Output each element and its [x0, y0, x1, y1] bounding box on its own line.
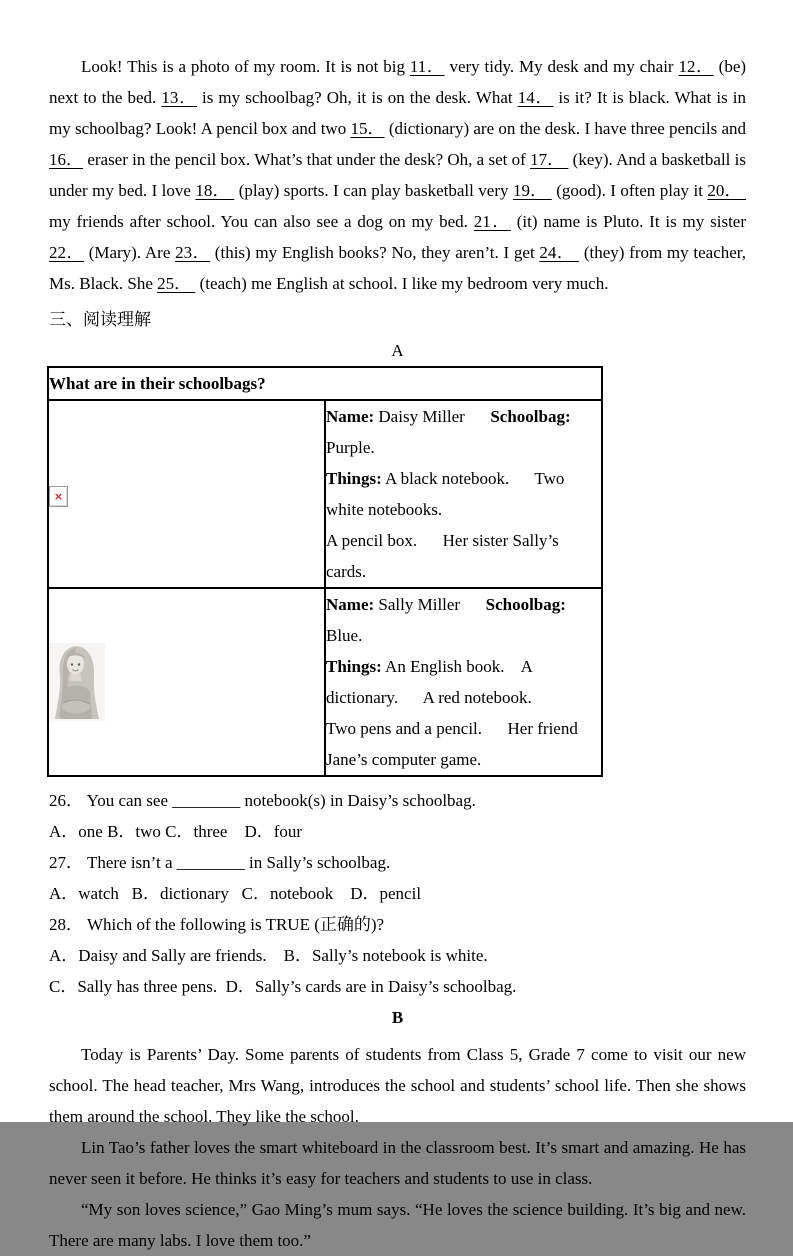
text-segment: Purple.	[326, 407, 575, 457]
text-segment: Sally Miller	[374, 595, 486, 614]
text-segment: A pencil box. Her sister Sally’s cards.	[326, 531, 564, 581]
cloze-blank: 19．	[512, 181, 552, 200]
text-segment: (good). I often play it	[551, 181, 708, 200]
text-segment: very tidy. My desk and my chair	[444, 57, 679, 76]
text-segment: (key). And a basketball is under my bed. I love	[49, 150, 746, 200]
question-28-options-ab: A．Daisy and Sally are friends. B．Sally’s notebook is white.	[49, 946, 488, 965]
text-segment: Name:	[326, 595, 375, 614]
cloze-blank: 16．	[49, 150, 84, 169]
cloze-blank: 21．	[473, 212, 511, 231]
table-title-row	[48, 367, 602, 400]
cloze-blank: 20．	[707, 181, 747, 200]
cloze-blank: 15．	[350, 119, 385, 138]
cloze-blank: 11．	[409, 57, 445, 76]
text-segment: Schoolbag:	[485, 595, 566, 614]
red-x-icon: ×	[53, 489, 64, 503]
schoolbags-table	[47, 366, 603, 777]
text-segment: Two pens and a pencil. Her friend Jane’s computer game.	[326, 719, 583, 769]
question-26-options: A．one B．two C．three D．four	[49, 822, 303, 841]
text-segment: is my schoolbag? Oh, it is on the desk. What	[196, 88, 518, 107]
cloze-blank: 22．	[49, 243, 84, 262]
text-segment: eraser in the pencil box. What’s that under the desk? Oh, a set of	[83, 150, 531, 169]
daisy-image-cell	[48, 400, 325, 588]
text-segment: Look! This is a photo of my room. It is not big	[81, 57, 410, 76]
daisy-name-line	[326, 401, 601, 463]
cloze-blank: 12．	[678, 57, 714, 76]
text-segment: (be) next to the bed.	[49, 57, 747, 107]
part-a-label: A	[391, 341, 404, 360]
sally-things-line-2	[326, 713, 601, 775]
sally-image-cell	[48, 588, 325, 776]
cloze-blank: 13．	[161, 88, 197, 107]
text-segment: (play) sports. I can play basketball very	[234, 181, 513, 200]
question-28: 28． Which of the following is TRUE (正确的)?	[49, 915, 385, 934]
passage-b-paragraph-2: Lin Tao’s father loves the smart whiteboard in the classroom best. It’s smart and amazing. He has never seen it before. He thinks it’s easy for teachers and students to use in class.	[49, 1138, 746, 1188]
sally-name-line	[326, 589, 601, 651]
question-27-options: A．watch B．dictionary C．notebook D．pencil	[49, 884, 422, 903]
text-segment: (teach) me English at school. I like my bedroom very much.	[195, 274, 609, 293]
text-segment: (Mary). Are	[83, 243, 176, 262]
sally-info-cell	[325, 588, 602, 776]
broken-image-icon	[49, 486, 68, 507]
text-segment: my friends after school. You can also see a dog on my bed.	[49, 212, 474, 231]
text-segment: (it) name is Pluto. It is my sister	[510, 212, 747, 231]
text-segment: Name:	[326, 407, 375, 426]
question-27: 27． There isn’t a ________ in Sally’s schoolbag.	[49, 853, 391, 872]
text-segment: A black notebook. Two white notebooks.	[326, 469, 569, 519]
passage-b-paragraph-1: Today is Parents’ Day. Some parents of students from Class 5, Grade 7 come to visit our new school. The head teacher, Mrs Wang, introduces the school and students’ school life. Then she shows them around the school. They like the school.	[49, 1045, 746, 1126]
daisy-things-line	[326, 463, 601, 525]
part-b-label: B	[391, 1008, 404, 1027]
question-28-options-cd: C．Sally has three pens. D．Sally’s cards are in Daisy’s schoolbag.	[49, 977, 517, 996]
text-segment: Things:	[326, 469, 382, 488]
text-segment: Daisy Miller	[374, 407, 491, 426]
table-row-daisy	[48, 400, 602, 588]
cloze-blank: 24．	[539, 243, 580, 262]
text-segment: (dictionary) are on the desk. I have three pencils and	[384, 119, 747, 138]
text-segment: is it? It is black. What is in my schoolbag? Look! A pencil box and two	[49, 88, 747, 138]
text-segment: (they) from my teacher, Ms. Black. She	[49, 243, 747, 293]
question-26: 26． You can see ________ notebook(s) in Daisy’s schoolbag.	[49, 791, 476, 810]
cloze-blank: 18．	[195, 181, 235, 200]
text-segment: (this) my English books? No, they aren’t. I get	[210, 243, 540, 262]
text-segment: Schoolbag:	[490, 407, 571, 426]
sally-things-line	[326, 651, 601, 713]
text-segment: Blue.	[326, 595, 571, 645]
text-segment: Things:	[326, 657, 382, 676]
daisy-things-line-2	[326, 525, 601, 587]
text-segment: An English book. A dictionary. A red notebook.	[326, 657, 537, 707]
cloze-blank: 14．	[517, 88, 554, 107]
passage-b-paragraph-3: “My son loves science,” Gao Ming’s mum says. “He loves the science building. It’s big and new. There are many labs. I love them too.”	[49, 1200, 746, 1250]
daisy-info-cell	[325, 400, 602, 588]
cloze-blank: 25．	[157, 274, 196, 293]
table-title: What are in their schoolbags?	[48, 367, 602, 400]
cloze-blank: 17．	[530, 150, 569, 169]
table-row-sally	[48, 588, 602, 776]
girl-portrait-photo	[49, 643, 105, 721]
section-heading-reading: 三、阅读理解	[49, 310, 151, 329]
cloze-blank: 23．	[175, 243, 211, 262]
cloze-passage	[49, 51, 746, 299]
